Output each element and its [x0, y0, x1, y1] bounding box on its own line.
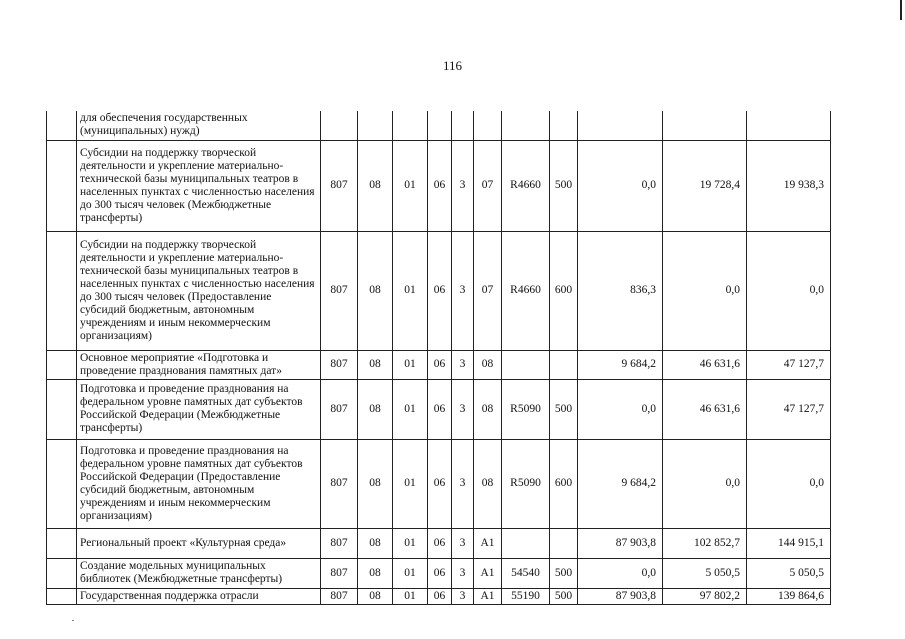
cell-c4: 06 — [428, 528, 452, 558]
cell-a1: 0,0 — [578, 379, 663, 439]
table-row — [47, 379, 831, 439]
cell-desc: для обеспечения государственных (муниципальных) нужд) — [77, 111, 321, 140]
cell-c7 — [502, 350, 550, 379]
row-index-cell — [47, 528, 77, 558]
table-row — [47, 140, 831, 231]
row-index-cell — [47, 140, 77, 231]
cell-a1: 87 903,8 — [578, 528, 663, 558]
cell-a1: 9 684,2 — [578, 350, 663, 379]
page-edge-mark — [900, 0, 902, 20]
cell-c7 — [502, 528, 550, 558]
cell-a2: 46 631,6 — [663, 379, 747, 439]
cell-a1: 0,0 — [578, 558, 663, 588]
cell-a3: 139 864,6 — [747, 588, 831, 604]
cell-c2 — [358, 111, 393, 140]
cell-c6: А1 — [474, 528, 502, 558]
cell-c7: R4660 — [502, 140, 550, 231]
cell-desc: Создание модельных муниципальных библиотек (Межбюджетные трансферты) — [77, 558, 321, 588]
table-row — [47, 231, 831, 350]
cell-c6: А1 — [474, 588, 502, 604]
table-row — [47, 588, 831, 604]
row-index-cell — [47, 111, 77, 140]
cell-desc: Основное мероприятие «Подготовка и проведение празднования памятных дат» — [77, 350, 321, 379]
cell-desc: Подготовка и проведение празднования на федеральном уровне памятных дат субъектов Российской Федерации (Межбюджетные трансферты) — [77, 379, 321, 439]
cell-a2 — [663, 111, 747, 140]
row-index-cell — [47, 379, 77, 439]
cell-a1: 836,3 — [578, 231, 663, 350]
cell-c5: 3 — [452, 439, 474, 528]
cell-c4: 06 — [428, 379, 452, 439]
row-index-cell — [47, 231, 77, 350]
cell-c2: 08 — [358, 140, 393, 231]
cell-c2: 08 — [358, 528, 393, 558]
row-index-cell — [47, 588, 77, 604]
cell-c2: 08 — [358, 379, 393, 439]
cell-a3: 0,0 — [747, 439, 831, 528]
cell-c7: 55190 — [502, 588, 550, 604]
cell-c8: 500 — [550, 588, 578, 604]
cell-c3: 01 — [393, 140, 428, 231]
cell-c8: 500 — [550, 379, 578, 439]
cell-c6: 07 — [474, 140, 502, 231]
cell-c2: 08 — [358, 350, 393, 379]
cell-c7 — [502, 111, 550, 140]
cell-a3: 47 127,7 — [747, 350, 831, 379]
cell-a3 — [747, 111, 831, 140]
cell-a1 — [578, 111, 663, 140]
cell-a3: 47 127,7 — [747, 379, 831, 439]
cell-a3: 0,0 — [747, 231, 831, 350]
cell-desc: Субсидии на поддержку творческой деятельности и укрепление материально-технической базы муниципальных театров в населенных пунктах с численностью населения до 300 тысяч человек (Предоставление субсидий бюджетным, автономным учреждениям и иным некоммерческим организациям) — [77, 231, 321, 350]
cell-c3: 01 — [393, 528, 428, 558]
cell-a3: 19 938,3 — [747, 140, 831, 231]
budget-table — [46, 111, 831, 605]
cell-c2: 08 — [358, 588, 393, 604]
cell-c1: 807 — [321, 350, 358, 379]
cell-c6: 07 — [474, 231, 502, 350]
cell-c1: 807 — [321, 588, 358, 604]
cell-c5: 3 — [452, 528, 474, 558]
cell-c2: 08 — [358, 558, 393, 588]
cell-c3: 01 — [393, 588, 428, 604]
cell-c1 — [321, 111, 358, 140]
cell-c4: 06 — [428, 439, 452, 528]
cell-c3: 01 — [393, 231, 428, 350]
cell-c1: 807 — [321, 528, 358, 558]
cell-c7: R5090 — [502, 379, 550, 439]
cell-c3: 01 — [393, 350, 428, 379]
cell-c7: R4660 — [502, 231, 550, 350]
cell-c1: 807 — [321, 379, 358, 439]
cell-c8: 600 — [550, 231, 578, 350]
cell-c5: 3 — [452, 588, 474, 604]
table-row — [47, 111, 831, 140]
cell-a1: 9 684,2 — [578, 439, 663, 528]
cell-c4: 06 — [428, 231, 452, 350]
row-index-cell — [47, 350, 77, 379]
cell-c4: 06 — [428, 558, 452, 588]
table-row — [47, 528, 831, 558]
cell-a2: 46 631,6 — [663, 350, 747, 379]
cell-a2: 0,0 — [663, 439, 747, 528]
cell-c8 — [550, 350, 578, 379]
cell-c4: 06 — [428, 588, 452, 604]
cell-c6: 08 — [474, 379, 502, 439]
cell-a2: 97 802,2 — [663, 588, 747, 604]
cell-a2: 0,0 — [663, 231, 747, 350]
cell-a2: 102 852,7 — [663, 528, 747, 558]
cell-desc: Подготовка и проведение празднования на федеральном уровне памятных дат субъектов Российской Федерации (Предоставление субсидий бюджетным, автономным учреждениям и иным некоммерческим организациям) — [77, 439, 321, 528]
cell-c5: 3 — [452, 231, 474, 350]
cell-c8: 500 — [550, 140, 578, 231]
cell-c5 — [452, 111, 474, 140]
row-index-cell — [47, 439, 77, 528]
cell-c4: 06 — [428, 350, 452, 379]
scan-speck — [72, 620, 74, 621]
cell-desc: Региональный проект «Культурная среда» — [77, 528, 321, 558]
cell-c8 — [550, 111, 578, 140]
cell-a3: 144 915,1 — [747, 528, 831, 558]
cell-c7: 54540 — [502, 558, 550, 588]
cell-a3: 5 050,5 — [747, 558, 831, 588]
page-number: 116 — [442, 58, 463, 73]
cell-a1: 0,0 — [578, 140, 663, 231]
cell-c5: 3 — [452, 350, 474, 379]
cell-c7: R5090 — [502, 439, 550, 528]
cell-a1: 87 903,8 — [578, 588, 663, 604]
cell-c1: 807 — [321, 558, 358, 588]
table-row — [47, 439, 831, 528]
cell-c8: 500 — [550, 558, 578, 588]
cell-c6: 08 — [474, 439, 502, 528]
cell-c2: 08 — [358, 439, 393, 528]
table-row — [47, 558, 831, 588]
cell-c1: 807 — [321, 231, 358, 350]
cell-c4 — [428, 111, 452, 140]
cell-c2: 08 — [358, 231, 393, 350]
cell-c6 — [474, 111, 502, 140]
cell-c3: 01 — [393, 379, 428, 439]
cell-c5: 3 — [452, 558, 474, 588]
cell-c5: 3 — [452, 379, 474, 439]
cell-c1: 807 — [321, 140, 358, 231]
cell-a2: 19 728,4 — [663, 140, 747, 231]
cell-a2: 5 050,5 — [663, 558, 747, 588]
cell-c3 — [393, 111, 428, 140]
cell-c8: 600 — [550, 439, 578, 528]
cell-c1: 807 — [321, 439, 358, 528]
cell-c6: А1 — [474, 558, 502, 588]
cell-desc: Государственная поддержка отрасли — [77, 588, 321, 604]
cell-c4: 06 — [428, 140, 452, 231]
cell-c8 — [550, 528, 578, 558]
cell-c6: 08 — [474, 350, 502, 379]
row-index-cell — [47, 558, 77, 588]
cell-desc: Субсидии на поддержку творческой деятельности и укрепление материально-технической базы муниципальных театров в населенных пунктах с численностью населения до 300 тысяч человек (Межбюджетные трансферты) — [77, 140, 321, 231]
cell-c3: 01 — [393, 439, 428, 528]
cell-c5: 3 — [452, 140, 474, 231]
table-row — [47, 350, 831, 379]
cell-c3: 01 — [393, 558, 428, 588]
